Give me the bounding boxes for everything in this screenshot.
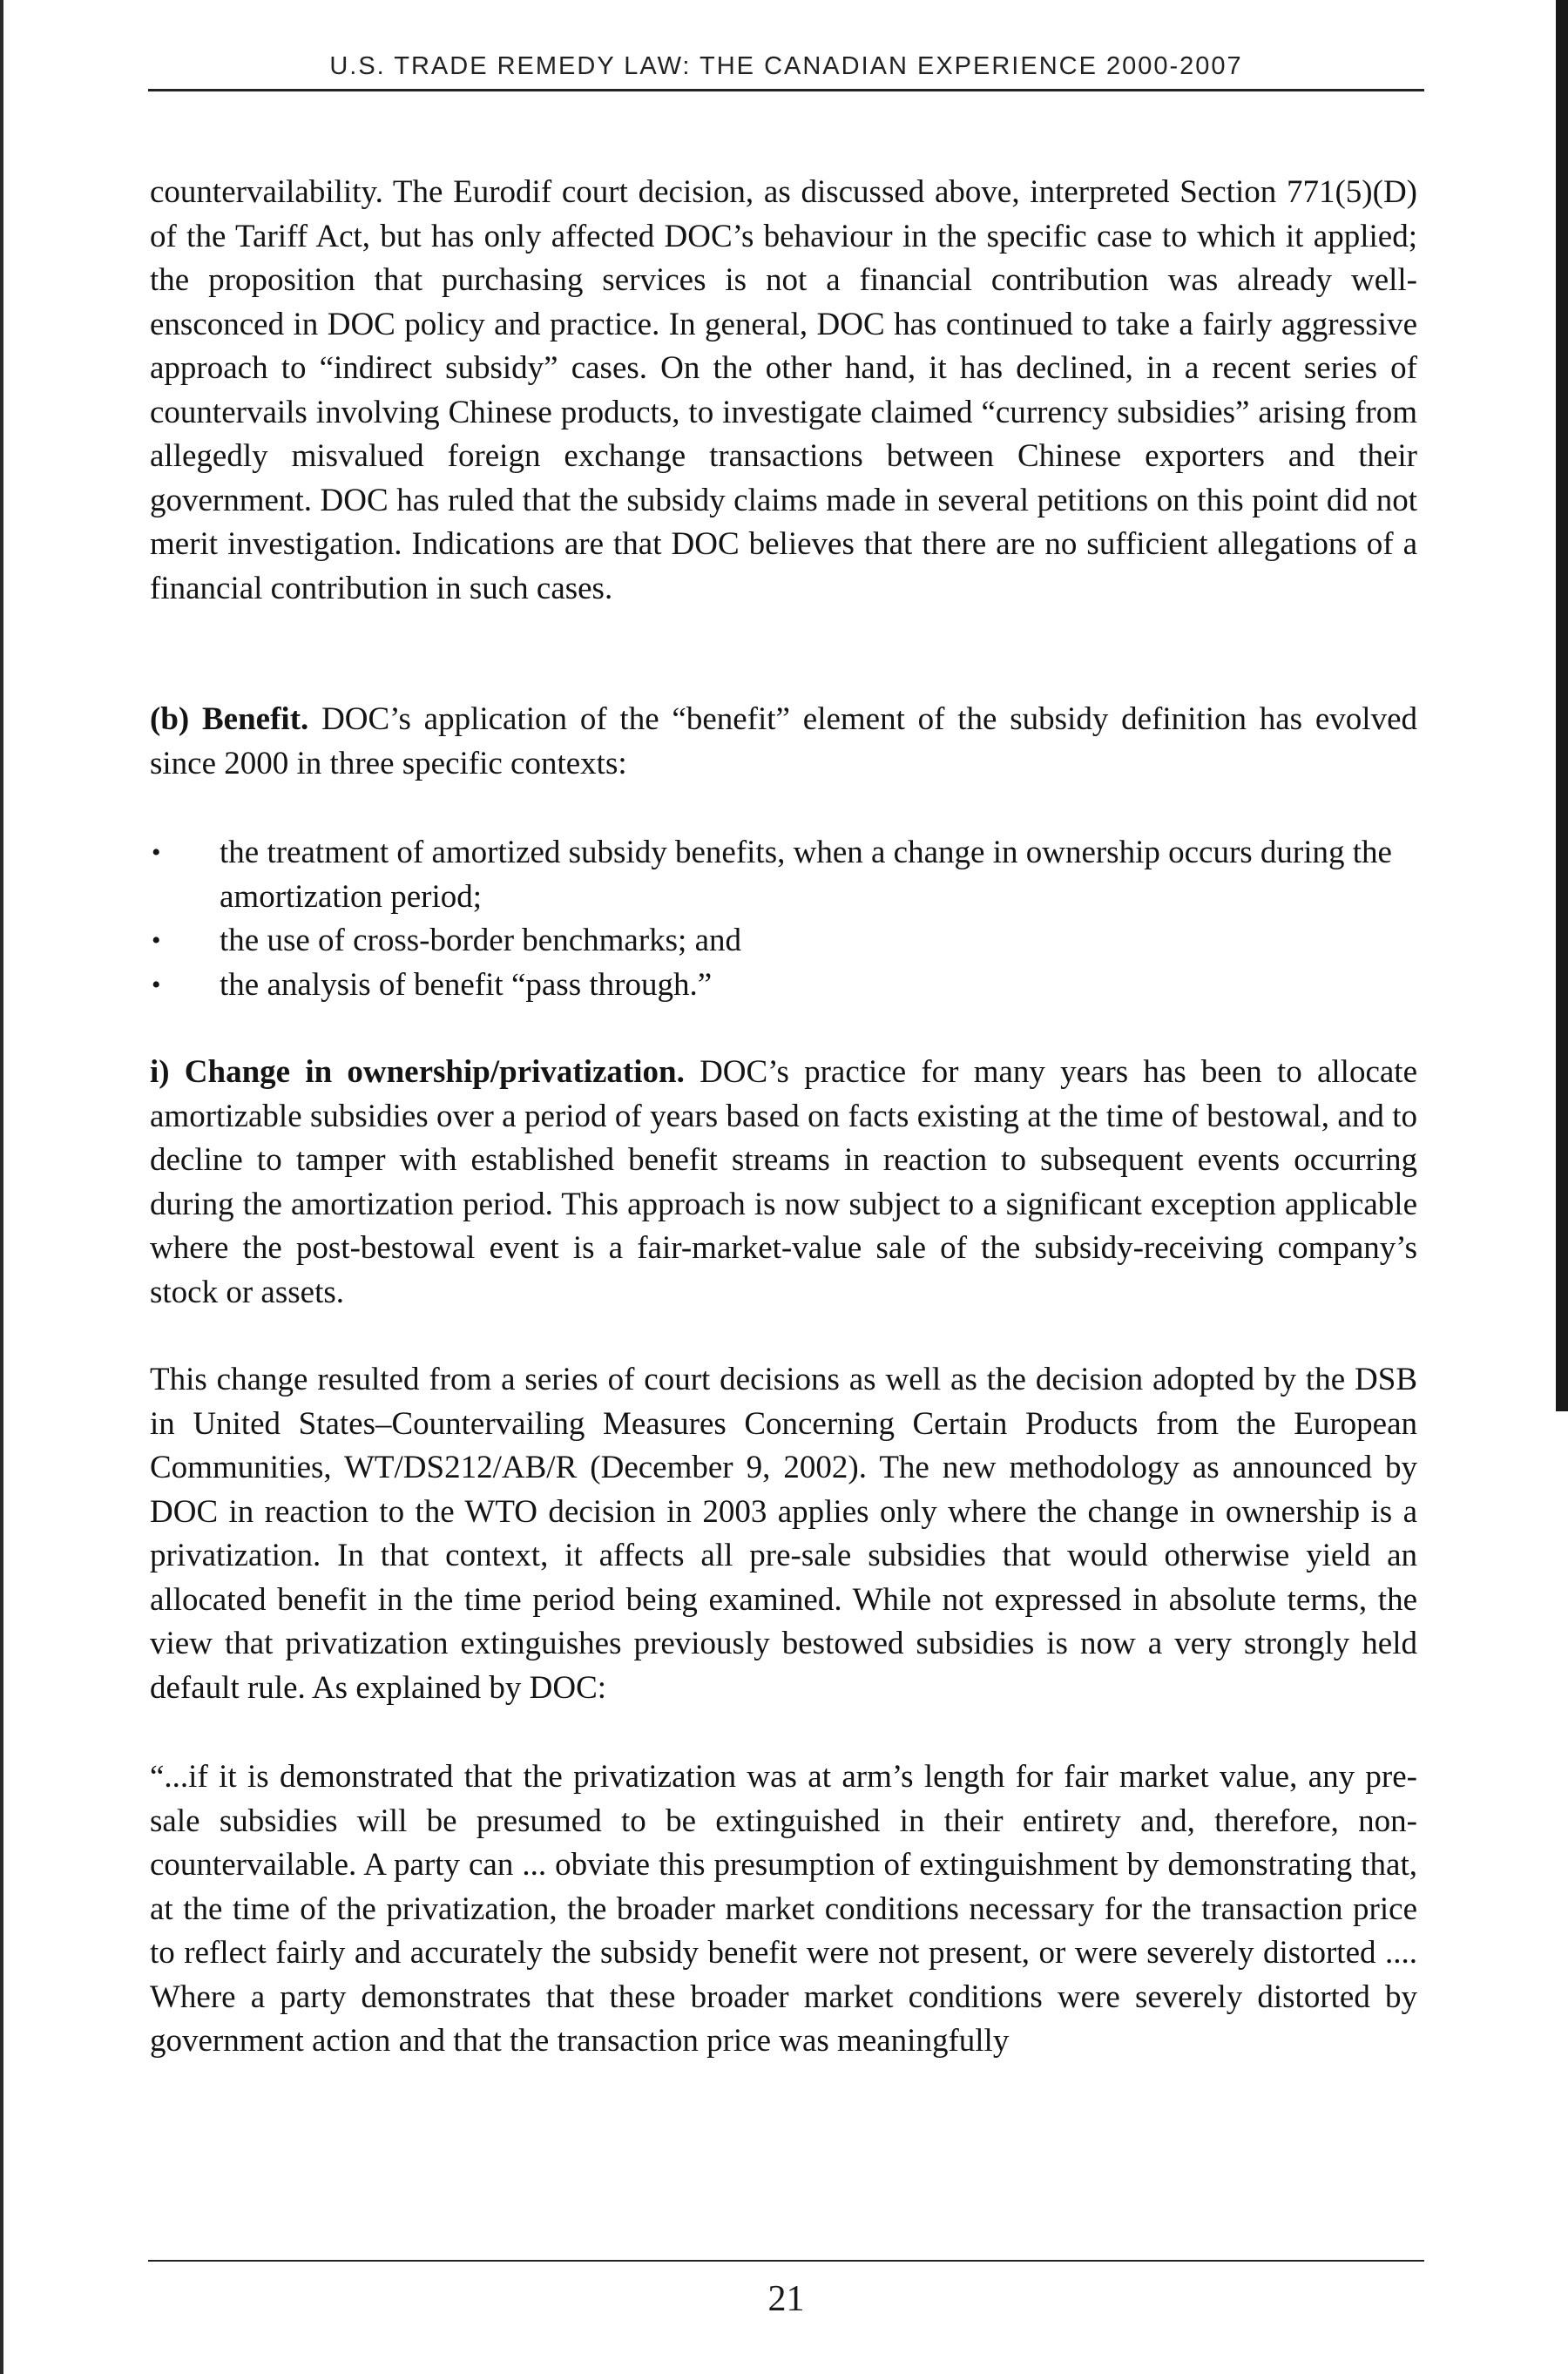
paragraph-change-resulted: This change resulted from a series of court decisions as well as the decision adopted by the DSB in United States–Countervailing Measures Concerning Certain Products from the European Communities, WT/DS212/AB/R (December 9, 2002). The new methodology as announced by DOC in reaction to the WTO decision in 2003 applies only where the change in ownership is a privatization. In that context, it affects all pre-sale subsidies that would otherwise yield an allocated benefit in the time period being examined. While not expressed in absolute terms, the view that privatization extinguishes previously bestowed subsidies is now a very strongly held default rule. As explained by DOC:: [150, 1362, 1417, 1706]
benefit-text: DOC’s application of the “benefit” element of the subsidy definition has evolved since 2000 in three specific contexts:: [150, 701, 1417, 781]
bullet-icon: •: [152, 838, 161, 867]
bullet-icon: •: [152, 970, 161, 999]
benefit-heading: (b) Benefit.: [150, 701, 309, 737]
list-item-text: the analysis of benefit “pass through.”: [220, 966, 713, 1003]
page-number: 21: [767, 2279, 805, 2319]
header-rule: [148, 89, 1424, 91]
list-item-text: the treatment of amortized subsidy benefits, when a change in ownership occurs during the amortization period;: [220, 835, 1392, 915]
list-item: [150, 831, 1417, 919]
change-text: DOC’s practice for many years has been to allocate amortizable subsidies over a period of years based on facts existing at the time of bestowal, and to decline to tamper with established benefit streams in reaction to subsequent events occurring during the amortization period. This approach is now subject to a significant exception applicable where the post-bestowal event is a fair-market-value sale of the subsidy-receiving company’s stock or assets.: [150, 1054, 1417, 1310]
change-heading: i) Change in ownership/privatization.: [150, 1054, 685, 1090]
list-item: [150, 919, 1417, 964]
benefit-context-list: [150, 831, 1417, 1007]
scan-edge-right: [1556, 0, 1568, 1411]
paragraph-change-in-ownership: [150, 1051, 1417, 1315]
scan-edge-left: [0, 0, 3, 2374]
block-quote: “...if it is demonstrated that the privatization was at arm’s length for fair market value, any pre-sale subsidies will be presumed to be extinguished in their entirety and, therefore, non-countervailable. A party can ... obviate this presumption of extinguishment by demonstrating that, at the time of the privatization, the broader market conditions necessary for the transaction price to reflect fairly and accurately the subsidy benefit were not present, or were severely distorted .... Where a party demonstrates that these broader market conditions were severely distorted by government action and that the transaction price was meaningfully: [150, 1759, 1417, 2059]
running-head: U.S. TRADE REMEDY LAW: THE CANADIAN EXPERIENCE 2000-2007: [329, 52, 1243, 80]
footer-rule: [148, 2260, 1424, 2262]
page-body: [150, 171, 1417, 2064]
list-item: [150, 964, 1417, 1008]
list-item-text: the use of cross-border benchmarks; and: [220, 923, 741, 958]
paragraph-countervailability: countervailability. The Eurodif court decision, as discussed above, interpreted Section 771(5)(D) of the Tariff Act, but has only affected DOC’s behaviour in the specific case to which it applied; the proposition that purchasing services is not a financial contribution was already well-ensconced in DOC policy and practice. In general, DOC has continued to take a fairly aggressive approach to “indirect subsidy” cases. On the other hand, it has declined, in a recent series of countervails involving Chinese products, to investigate claimed “currency subsidies” arising from allegedly misvalued foreign exchange transactions between Chinese exporters and their government. DOC has ruled that the subsidy claims made in several petitions on this point did not merit investigation. Indications are that DOC believes that there are no sufficient allegations of a financial contribution in such cases.: [150, 174, 1417, 606]
bullet-icon: •: [152, 926, 161, 955]
paragraph-benefit: [150, 698, 1417, 786]
